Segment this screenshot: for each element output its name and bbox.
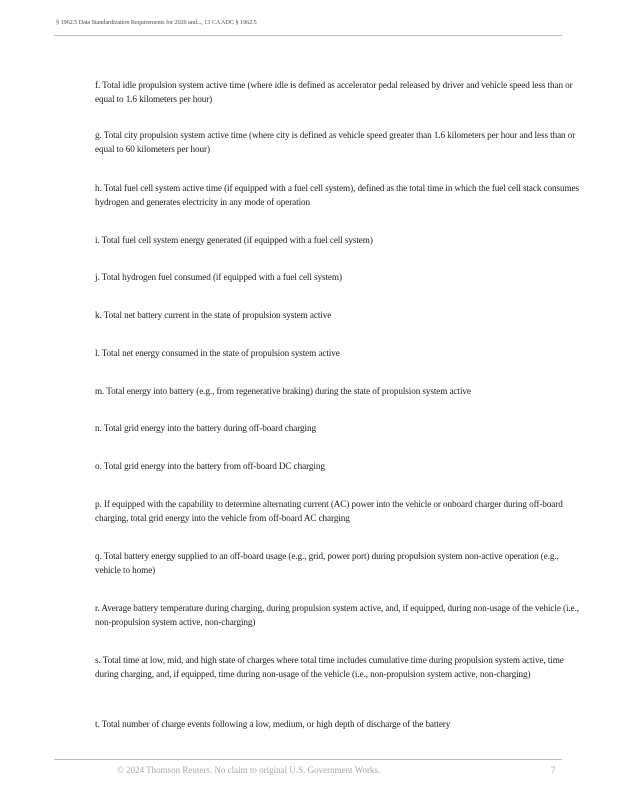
list-item-t: t. Total number of charge events following a low, medium, or high depth of discharge of the battery — [95, 719, 451, 729]
list-item-j: j. Total hydrogen fuel consumed (if equipped with a fuel cell system) — [95, 272, 342, 282]
list-item-l: l. Total net energy consumed in the state of propulsion system active — [95, 348, 340, 358]
list-item-n: n. Total grid energy into the battery during off-board charging — [95, 423, 316, 433]
list-item-r: r. Average battery temperature during charging, during propulsion system active, and, if equipped, during non-usage of the vehicle (i.e., non-propulsion system active, non-charging) — [95, 603, 579, 627]
list-item-q: q. Total battery energy supplied to an off-board usage (e.g., grid, power port) during propulsion system non-active operation (e.g., vehicle to home) — [95, 551, 559, 575]
footer-divider — [54, 759, 562, 760]
list-item-f: f. Total idle propulsion system active time (where idle is defined as accelerator pedal released by driver and vehicle speed less than or equal to 1.6 kilometers per hour) — [95, 80, 573, 104]
footer-copyright: © 2024 Thomson Reuters. No claim to original U.S. Government Works. — [117, 765, 381, 775]
list-item-p: p. If equipped with the capability to determine alternating current (AC) power into the vehicle or onboard charger during off-board charging, total grid energy into the vehicle from off-board AC charging — [95, 499, 563, 523]
list-item-i: i. Total fuel cell system energy generated (if equipped with a fuel cell system) — [95, 235, 373, 245]
list-item-s: s. Total time at low, mid, and high state of charges where total time includes cumulative time during propulsion system active, time during charging, and, if equipped, time during non-usage of the vehicle (i.e., non-propulsion system active, non-charging) — [95, 655, 564, 679]
list-item-g: g. Total city propulsion system active time (where city is defined as vehicle speed greater than 1.6 kilometers per hour and less than or equal to 60 kilometers per hour) — [95, 130, 576, 154]
page-number: 7 — [551, 765, 556, 775]
list-item-m: m. Total energy into battery (e.g., from regenerative braking) during the state of propulsion system active — [95, 386, 471, 396]
running-header-citation: § 1962.5 Data Standardization Requirements for 2026 and..., 13 CA ADC § 1962.5 — [56, 19, 257, 26]
list-item-o: o. Total grid energy into the battery from off-board DC charging — [95, 461, 325, 471]
header-divider — [54, 35, 562, 36]
list-item-h: h. Total fuel cell system active time (if equipped with a fuel cell system), defined as the total time in which the fuel cell stack consumes hydrogen and generates electricity in any mode of operation — [95, 183, 579, 207]
list-item-k: k. Total net battery current in the state of propulsion system active — [95, 310, 332, 320]
